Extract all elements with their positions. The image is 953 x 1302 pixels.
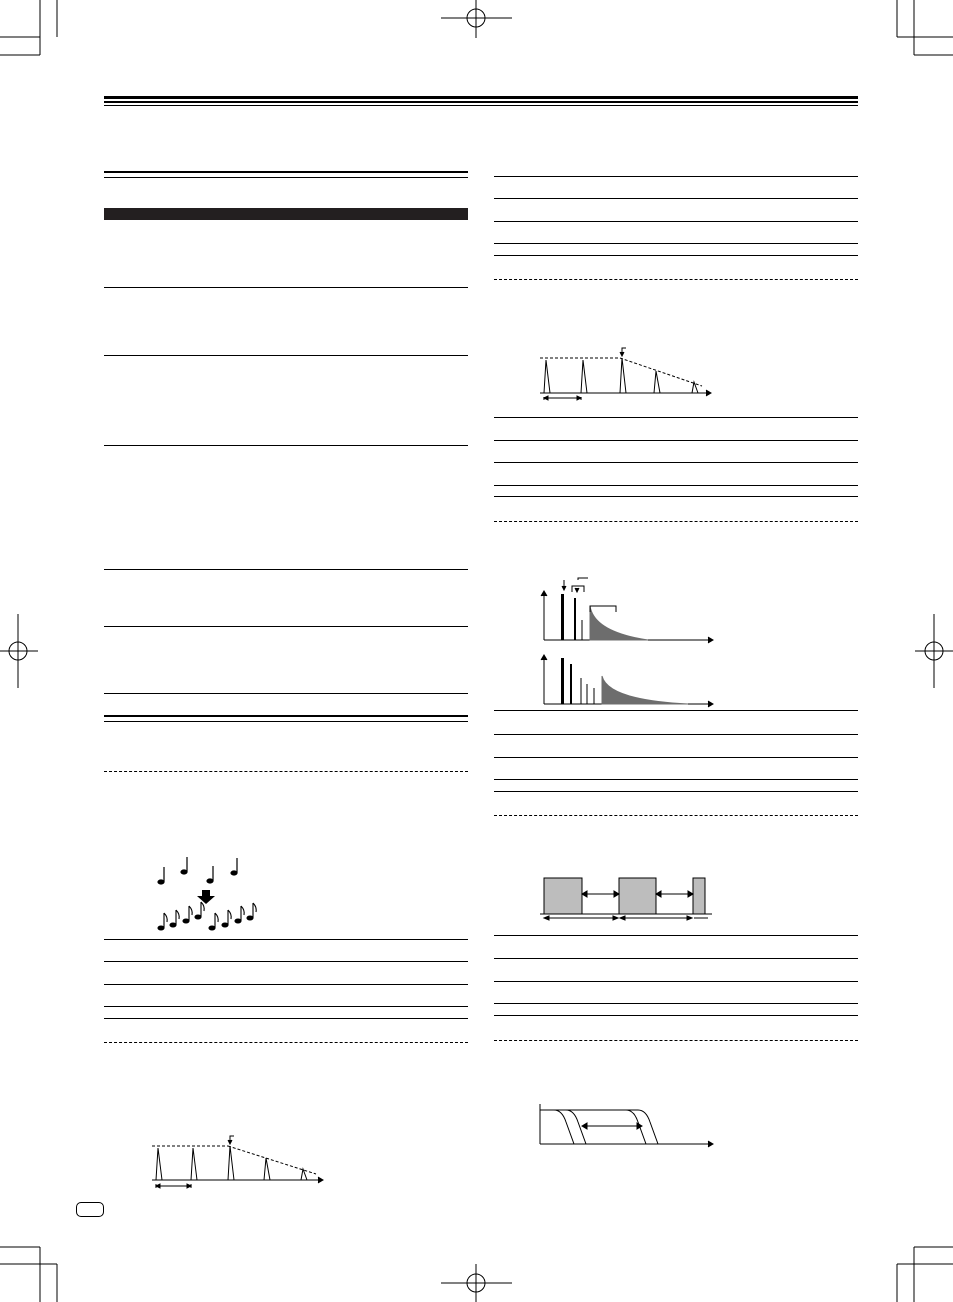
divider — [104, 626, 468, 627]
quarter-note-icon — [207, 866, 213, 883]
beat-notes-figure — [150, 855, 270, 935]
table-rule — [104, 1006, 468, 1007]
section-heading-rule — [104, 715, 468, 722]
table-rule — [494, 255, 858, 256]
table-rule — [494, 791, 858, 792]
table-rule — [104, 984, 468, 985]
dashed-divider — [494, 521, 858, 522]
header-band — [104, 96, 858, 106]
dashed-divider — [104, 771, 468, 772]
section-title-bar — [104, 208, 468, 220]
table-rule — [494, 176, 858, 177]
section-heading-rule — [104, 171, 468, 178]
dashed-divider — [104, 1042, 468, 1043]
table-rule — [494, 757, 858, 758]
divider — [104, 569, 468, 570]
table-rule — [494, 981, 858, 982]
divider — [104, 287, 468, 288]
dashed-divider — [494, 279, 858, 280]
dashed-divider — [494, 815, 858, 816]
reverb-diagram-bottom — [538, 654, 718, 706]
table-rule — [494, 710, 858, 711]
filter-sweep-diagram — [538, 1102, 718, 1148]
table-rule — [494, 496, 858, 497]
echo-decay-diagram — [536, 344, 716, 399]
divider — [104, 355, 468, 356]
divider — [104, 693, 468, 694]
trans-gate-diagram — [538, 874, 718, 922]
table-rule — [494, 485, 858, 486]
table-rule — [494, 958, 858, 959]
table-rule — [494, 440, 858, 441]
table-rule — [104, 939, 468, 940]
table-rule — [104, 961, 468, 962]
table-rule — [494, 779, 858, 780]
table-rule — [494, 935, 858, 936]
echo-decay-diagram — [148, 1134, 328, 1186]
dashed-divider — [494, 1040, 858, 1041]
eighth-note-icon — [158, 902, 256, 930]
quarter-note-icon — [231, 858, 237, 875]
quarter-note-icon — [181, 857, 187, 874]
reverb-diagram-top — [538, 576, 718, 642]
table-rule — [494, 198, 858, 199]
table-rule — [494, 417, 858, 418]
page-number-badge — [76, 1202, 104, 1217]
table-rule — [494, 243, 858, 244]
table-rule — [494, 1003, 858, 1004]
table-rule — [494, 1015, 858, 1016]
table-rule — [494, 462, 858, 463]
down-arrow-icon — [197, 890, 215, 904]
table-rule — [494, 221, 858, 222]
table-rule — [494, 734, 858, 735]
divider — [104, 445, 468, 446]
quarter-note-icon — [158, 867, 164, 884]
table-rule — [104, 1018, 468, 1019]
